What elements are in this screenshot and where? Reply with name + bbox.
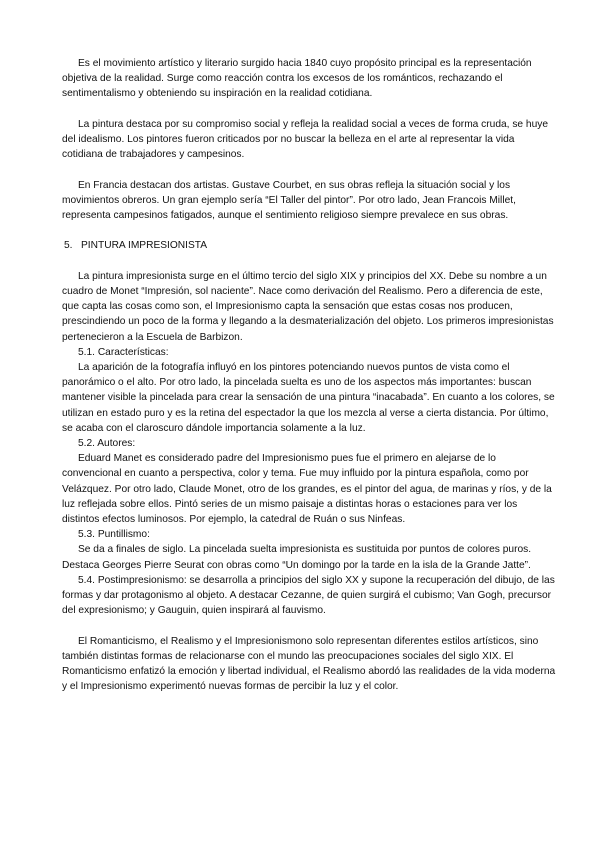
subsection-4-text: 5.4. Postimpresionismo: se desarrolla a principios del siglo XX y supone la recuperación del dibujo, de las formas y dar protagonismo al objeto. A destacar Cezanne, de quien surgirá el cubismo; Van Gogh, precursor del expresionismo; y Gauguin, quien inspirará al fauvismo. <box>62 574 555 617</box>
subsection-2-title: 5.2. Autores: <box>78 438 136 450</box>
section-heading <box>62 238 556 253</box>
intro-paragraph: Es el movimiento artístico y literario surgido hacia 1840 cuyo propósito principal es la representación objetiva de la realidad. Surge como reacción contra los excesos de los románticos, rechazando el sentimentalismo y obteniendo su inspiración en la realidad cotidiana. <box>62 58 532 100</box>
subsection-1-text: La aparición de la fotografía influyó en los pintores potenciando nuevos puntos de vista como el panorámico o el alto. Por otro lado, la pincelada suelta es uno de los aspectos más importantes: buscan mantener visible la pincelada para crear la sensación de una pintura “inacabada”. En cuanto a los colores, se utilizan en estado puro y es la retina del espectador la que los mezcla al verse a cierta distancia. Por último, se acaba con el claroscuro dándole importancia solamente a la luz. <box>62 362 555 434</box>
conclusion-paragraph: El Romanticismo, el Realismo y el Impresionismono solo representan diferentes estilos artísticos, sino también distintas formas de relacionarse con el mundo las preocupaciones sociales del siglo XIX. El Romanticismo enfatizó la emoción y libertad individual, el Realismo abordó las realidades de la vida moderna y el Impresionismo experimentó nuevas formas de percibir la luz y el color. <box>62 635 556 693</box>
section-title: PINTURA IMPRESIONISTA <box>81 240 208 252</box>
painting-paragraph: La pintura destaca por su compromiso social y refleja la realidad social a veces de forma cruda, se huye del idealismo. Los pintores fueron criticados por no buscar la belleza en el arte al representar la vida cotidiana de trabajadores y campesinos. <box>62 118 548 161</box>
subsection-2-text: Eduard Manet es considerado padre del Impresionismo pues fue el primero en alejarse de lo convencional en cuanto a perspectiva, color y tema. Fue muy influido por la pintura española, como por Velázquez. Por otro lado, Claude Monet, otro de los grandes, es el pintor del agua, de marinas y ríos, y de la luz reflejada sobre ellos. Pintó series de un mismo paisaje a distintas horas o estaciones para ver los distintos efectos luminosos. Por ejemplo, la catedral de Ruán o sus Ninfeas. <box>62 453 552 526</box>
subsection-3-text: Se da a finales de siglo. La pincelada suelta impresionista es sustituida por puntos de colores puros. Destaca Georges Pierre Seurat con obras como “Un domingo por la tarde en la isla de la Grande Jatte”. <box>62 544 532 571</box>
subsection-3-title: 5.3. Puntillismo: <box>78 529 150 541</box>
document-page <box>62 56 556 694</box>
section-intro-paragraph: La pintura impresionista surge en el último tercio del siglo XIX y principios del XX. Debe su nombre a un cuadro de Monet “Impresión, sol naciente”. Nace como derivación del Realismo. Pero a diferencia de este, que capta las cosas como son, el Impresionismo capta la sensación que estas cosas nos producen, prescindiendo un poco de la forma y llegando a la desmaterialización del objeto. Los primeros impresionistas pertenecieron a la Escuela de Barbizon. <box>62 270 554 343</box>
subsection-1-title: 5.1. Características: <box>78 346 169 358</box>
france-paragraph: En Francia destacan dos artistas. Gustave Courbet, en sus obras refleja la situación social y los movimientos obreros. Un gran ejemplo sería “El Taller del pintor”. Por otro lado, Jean Francois Millet, representa campesinos fatigados, aunque el sentimiento religioso siempre prevalece en sus obras. <box>62 179 516 221</box>
section-number: 5. <box>64 240 73 252</box>
